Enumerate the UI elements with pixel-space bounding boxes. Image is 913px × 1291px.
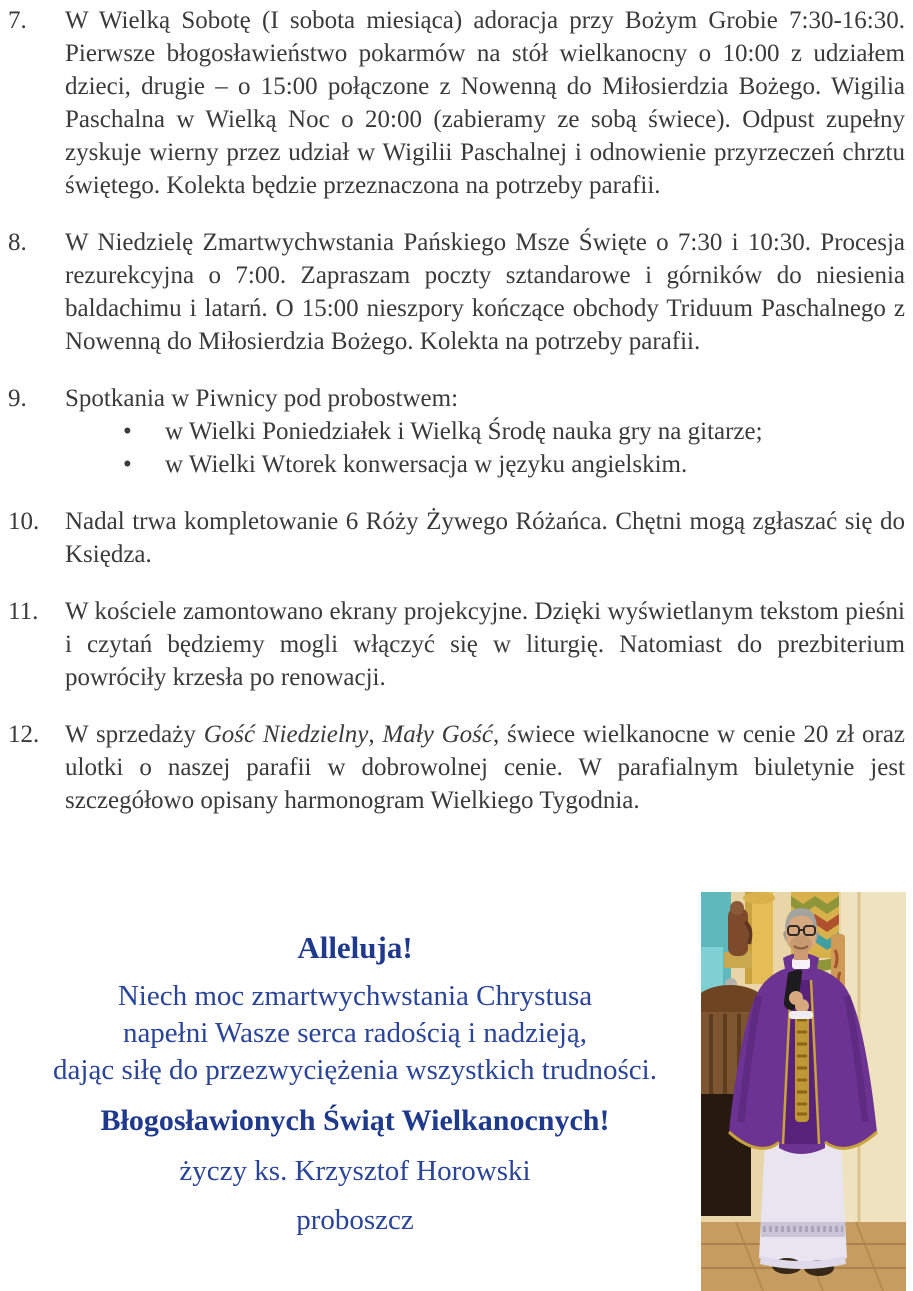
item-text: W kościele zamontowano ekrany projekcyjne. Dzięki wyświetlanym tekstom pieśni i czytań będziemy mogli włączyć się w liturgię. Natomiast do prezbiterium powróciły krzesła po renowacji. xyxy=(65,598,905,691)
wish-signature-role: proboszcz xyxy=(296,1204,414,1236)
item-text-part: , świece wielkanocne w cenie 20 zł oraz ulotki o naszej parafii w dobrowolnej cenie. W parafialnym biuletynie jest szczegółowo opisany harmonogram Wielkiego Tygodnia. xyxy=(65,721,906,814)
item-text-part: W sprzedaży xyxy=(65,721,204,748)
item-number: 9. xyxy=(8,385,27,412)
item-text: W Niedzielę Zmartwychwstania Pańskiego Msze Święte o 7:30 i 10:30. Procesja rezurekcyjna o 7:00. Zapraszam poczty sztandarowe i górników do niesienia baldachimu i latarń. O 15:00 nieszpory kończące obchody Triduum Paschalnego z Nowenną do Miłosierdzia Bożego. Kolekta na potrzeby parafii. xyxy=(65,229,905,355)
announcement-item-7 xyxy=(8,4,905,202)
announcement-item-10 xyxy=(8,505,905,571)
item-number: 8. xyxy=(8,229,27,256)
item-text-part: , xyxy=(368,721,383,748)
announcements-list xyxy=(8,4,905,817)
item-text xyxy=(65,382,905,481)
wish-greeting-bold: Błogosławionych Świąt Wielkanocnych! xyxy=(100,1104,610,1137)
wish-line: napełni Wasze serca radością i nadzieją, xyxy=(122,1017,588,1049)
bullet-icon: • xyxy=(123,418,132,445)
wish-line: Niech moc zmartwychwstania Chrystusa xyxy=(117,980,593,1012)
alb xyxy=(759,1140,847,1264)
item-text: Nadal trwa kompletowanie 6 Róży Żywego Różańca. Chętni mogą zgłaszać się do Księdza. xyxy=(65,508,905,568)
announcement-item-8 xyxy=(8,226,905,358)
publication-title: Gość Niedzielny xyxy=(203,721,369,748)
item-number: 7. xyxy=(8,7,27,34)
item-lead-text: Spotkania w Piwnicy pod probostwem: xyxy=(65,385,459,412)
publication-title: Mały Gość xyxy=(382,721,493,748)
easter-wishes xyxy=(2,930,708,1238)
announcement-item-11 xyxy=(8,595,905,694)
priest-photo xyxy=(701,892,906,1291)
bullet-text: w Wielki Wtorek konwersacja w języku angielskim. xyxy=(165,451,688,478)
item-number: 11. xyxy=(8,598,39,625)
wish-line: dając siłę do przezwyciężenia wszystkich trudności. xyxy=(53,1054,657,1086)
list-item xyxy=(123,415,905,448)
wish-heading: Alleluja! xyxy=(297,930,413,965)
item-number: 12. xyxy=(8,721,40,748)
hand xyxy=(795,999,809,1013)
item-text: W Wielką Sobotę (I sobota miesiąca) adoracja przy Bożym Grobie 7:30-16:30. Pierwsze błogosławieństwo pokarmów na stół wielkanocny o 10:00 z udziałem dzieci, drugie – o 15:00 połączone z Nowenną do Miłosierdzia Bożego. Wigilia Paschalna w Wielką Noc o 20:00 (zabieramy ze sobą świece). Odpust zupełny zyskuje wierny przez udział w Wigilii Paschalnej i odnowienie przyrzeczeń chrztu świętego. Kolekta będzie przeznaczona na potrzeby parafii. xyxy=(65,7,905,199)
bullet-text: w Wielki Poniedziałek i Wielką Środę nauka gry na gitarze; xyxy=(165,418,763,445)
bullet-icon: • xyxy=(123,451,132,478)
item-text xyxy=(65,718,905,817)
announcement-item-9 xyxy=(8,382,905,481)
list-item xyxy=(123,448,905,481)
gold-stole xyxy=(795,1010,809,1122)
wish-signature: życzy ks. Krzysztof Horowski xyxy=(179,1155,531,1187)
item-number: 10. xyxy=(8,508,40,535)
announcement-item-12 xyxy=(8,718,905,817)
